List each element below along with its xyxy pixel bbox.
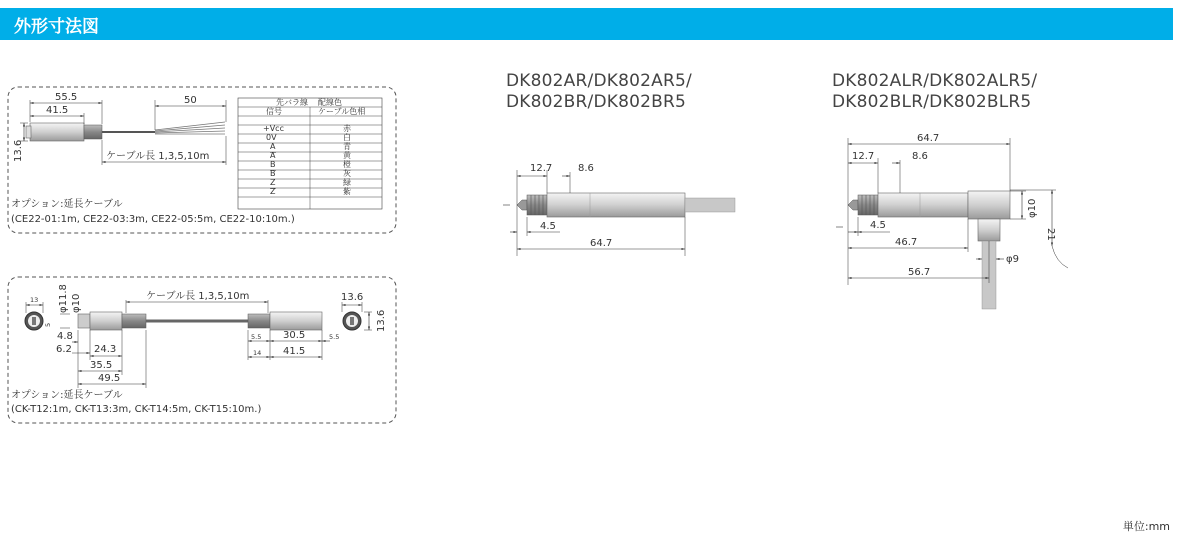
cable-a: [685, 198, 735, 212]
table-color-2: 青: [343, 142, 351, 151]
table-signal-6: Z: [270, 178, 276, 187]
dim-b-46-7: 46.7: [895, 237, 918, 248]
dim-5-5-left: 5.5: [251, 333, 262, 341]
table-signal-0: +Vcc: [263, 124, 284, 133]
drawing-1: [8, 87, 396, 233]
table-color-3: 黄: [343, 151, 351, 160]
table-color-1: 白: [343, 133, 351, 142]
dim-a-4-5: 4.5: [540, 221, 556, 232]
angle-head: [968, 191, 1010, 219]
table-signal-7: Z: [270, 187, 276, 196]
option-text-1: (CE22-01:1m, CE22-03:3m, CE22-05:5m, CE22-10:10m.): [11, 214, 295, 225]
dim-b-64-7: 64.7: [917, 133, 940, 144]
dim-a-12-7: 12.7: [530, 163, 553, 174]
table-title-1: 先バラ線: [276, 98, 308, 107]
dim-5-5-right: 5.5: [329, 333, 340, 341]
table-signal-4: B: [270, 160, 276, 169]
table-col-signal: 信号: [266, 107, 282, 116]
model-a-line1: DK802AR/DK802AR5/: [506, 71, 692, 91]
table-color-5: 灰: [343, 169, 351, 178]
dim-cable-length: ケーブル長 1,3,5,10m: [106, 151, 210, 162]
dim-13-6-top: 13.6: [341, 292, 364, 303]
probe-body-a: [547, 193, 685, 217]
table-signal-2: A: [270, 142, 276, 151]
sensor-body: [30, 123, 84, 141]
dim-b-12-7: 12.7: [852, 151, 875, 162]
dim-phi-11-8: φ11.8: [58, 284, 69, 313]
option-text-2: (CK-T12:1m, CK-T13:3m, CK-T14:5m, CK-T15:10m.): [11, 404, 262, 415]
dim-6-2: 6.2: [56, 344, 72, 355]
dim-13: 13: [30, 296, 39, 304]
table-color-4: 橙: [343, 160, 351, 169]
probe-tip-b: [848, 200, 858, 210]
dim-13-6: 13.6: [13, 139, 24, 162]
loose-wires: [155, 122, 225, 134]
wiring-table: [238, 97, 382, 209]
drawing-model-b: [836, 133, 1068, 309]
unit-label: 単位:mm: [1122, 520, 1170, 533]
dim-b-phi-9: φ9: [1006, 254, 1019, 265]
table-color-0: 赤: [343, 124, 351, 133]
dim-14: 14: [253, 349, 262, 357]
table-color-6: 緑: [343, 178, 351, 187]
dim-41-5: 41.5: [46, 105, 69, 116]
option-title-1: オプション:延長ケーブル: [11, 199, 123, 210]
model-a-line2: DK802BR/DK802BR5: [506, 92, 687, 112]
table-signal-1: 0V: [266, 133, 277, 142]
connector-left-body: [90, 312, 122, 330]
dim-49-5: 49.5: [98, 373, 121, 384]
dim-35-5: 35.5: [90, 360, 113, 371]
table-col-color: ケーブル色相: [318, 107, 366, 116]
dim-13-6-side: 13.6: [376, 309, 387, 332]
connector-right-body: [270, 312, 322, 330]
drawing-model-a: [503, 163, 735, 256]
dim-phi-10: φ10: [71, 293, 82, 313]
table-color-7: 紫: [343, 187, 351, 196]
dim-24-3: 24.3: [94, 344, 117, 355]
probe-tip-a: [517, 200, 527, 210]
drawing-2: [8, 277, 396, 423]
model-b-line2: DK802BLR/DK802BLR5: [832, 92, 1032, 112]
dim-50: 50: [184, 95, 197, 106]
option-title-2: オプション:延長ケーブル: [11, 390, 123, 401]
table-title-2: 配線色: [318, 98, 342, 107]
dim-b-56-7: 56.7: [908, 267, 931, 278]
table-signal-3: A: [270, 151, 276, 160]
dim-b-8-6: 8.6: [912, 151, 928, 162]
dim-a-8-6: 8.6: [578, 163, 594, 174]
section-title: 外形寸法図: [14, 17, 99, 37]
table-signal-5: B: [270, 169, 276, 178]
model-b-line1: DK802ALR/DK802ALR5/: [832, 71, 1038, 91]
dim-cable-length-2: ケーブル長 1,3,5,10m: [146, 291, 250, 302]
dim-b-4-5: 4.5: [870, 220, 886, 231]
dim-55-5: 55.5: [55, 92, 78, 103]
dim-b-phi-10: φ10: [1027, 198, 1038, 218]
dim-a-64-7: 64.7: [590, 238, 613, 249]
dim-b-21: 21: [1045, 228, 1056, 241]
dim-41-5-b: 41.5: [283, 346, 306, 357]
dim-5: 5: [44, 322, 52, 327]
probe-body-b: [878, 193, 968, 217]
dim-30-5: 30.5: [283, 330, 306, 341]
dim-4-8: 4.8: [57, 331, 73, 342]
cable-boot: [84, 125, 102, 139]
